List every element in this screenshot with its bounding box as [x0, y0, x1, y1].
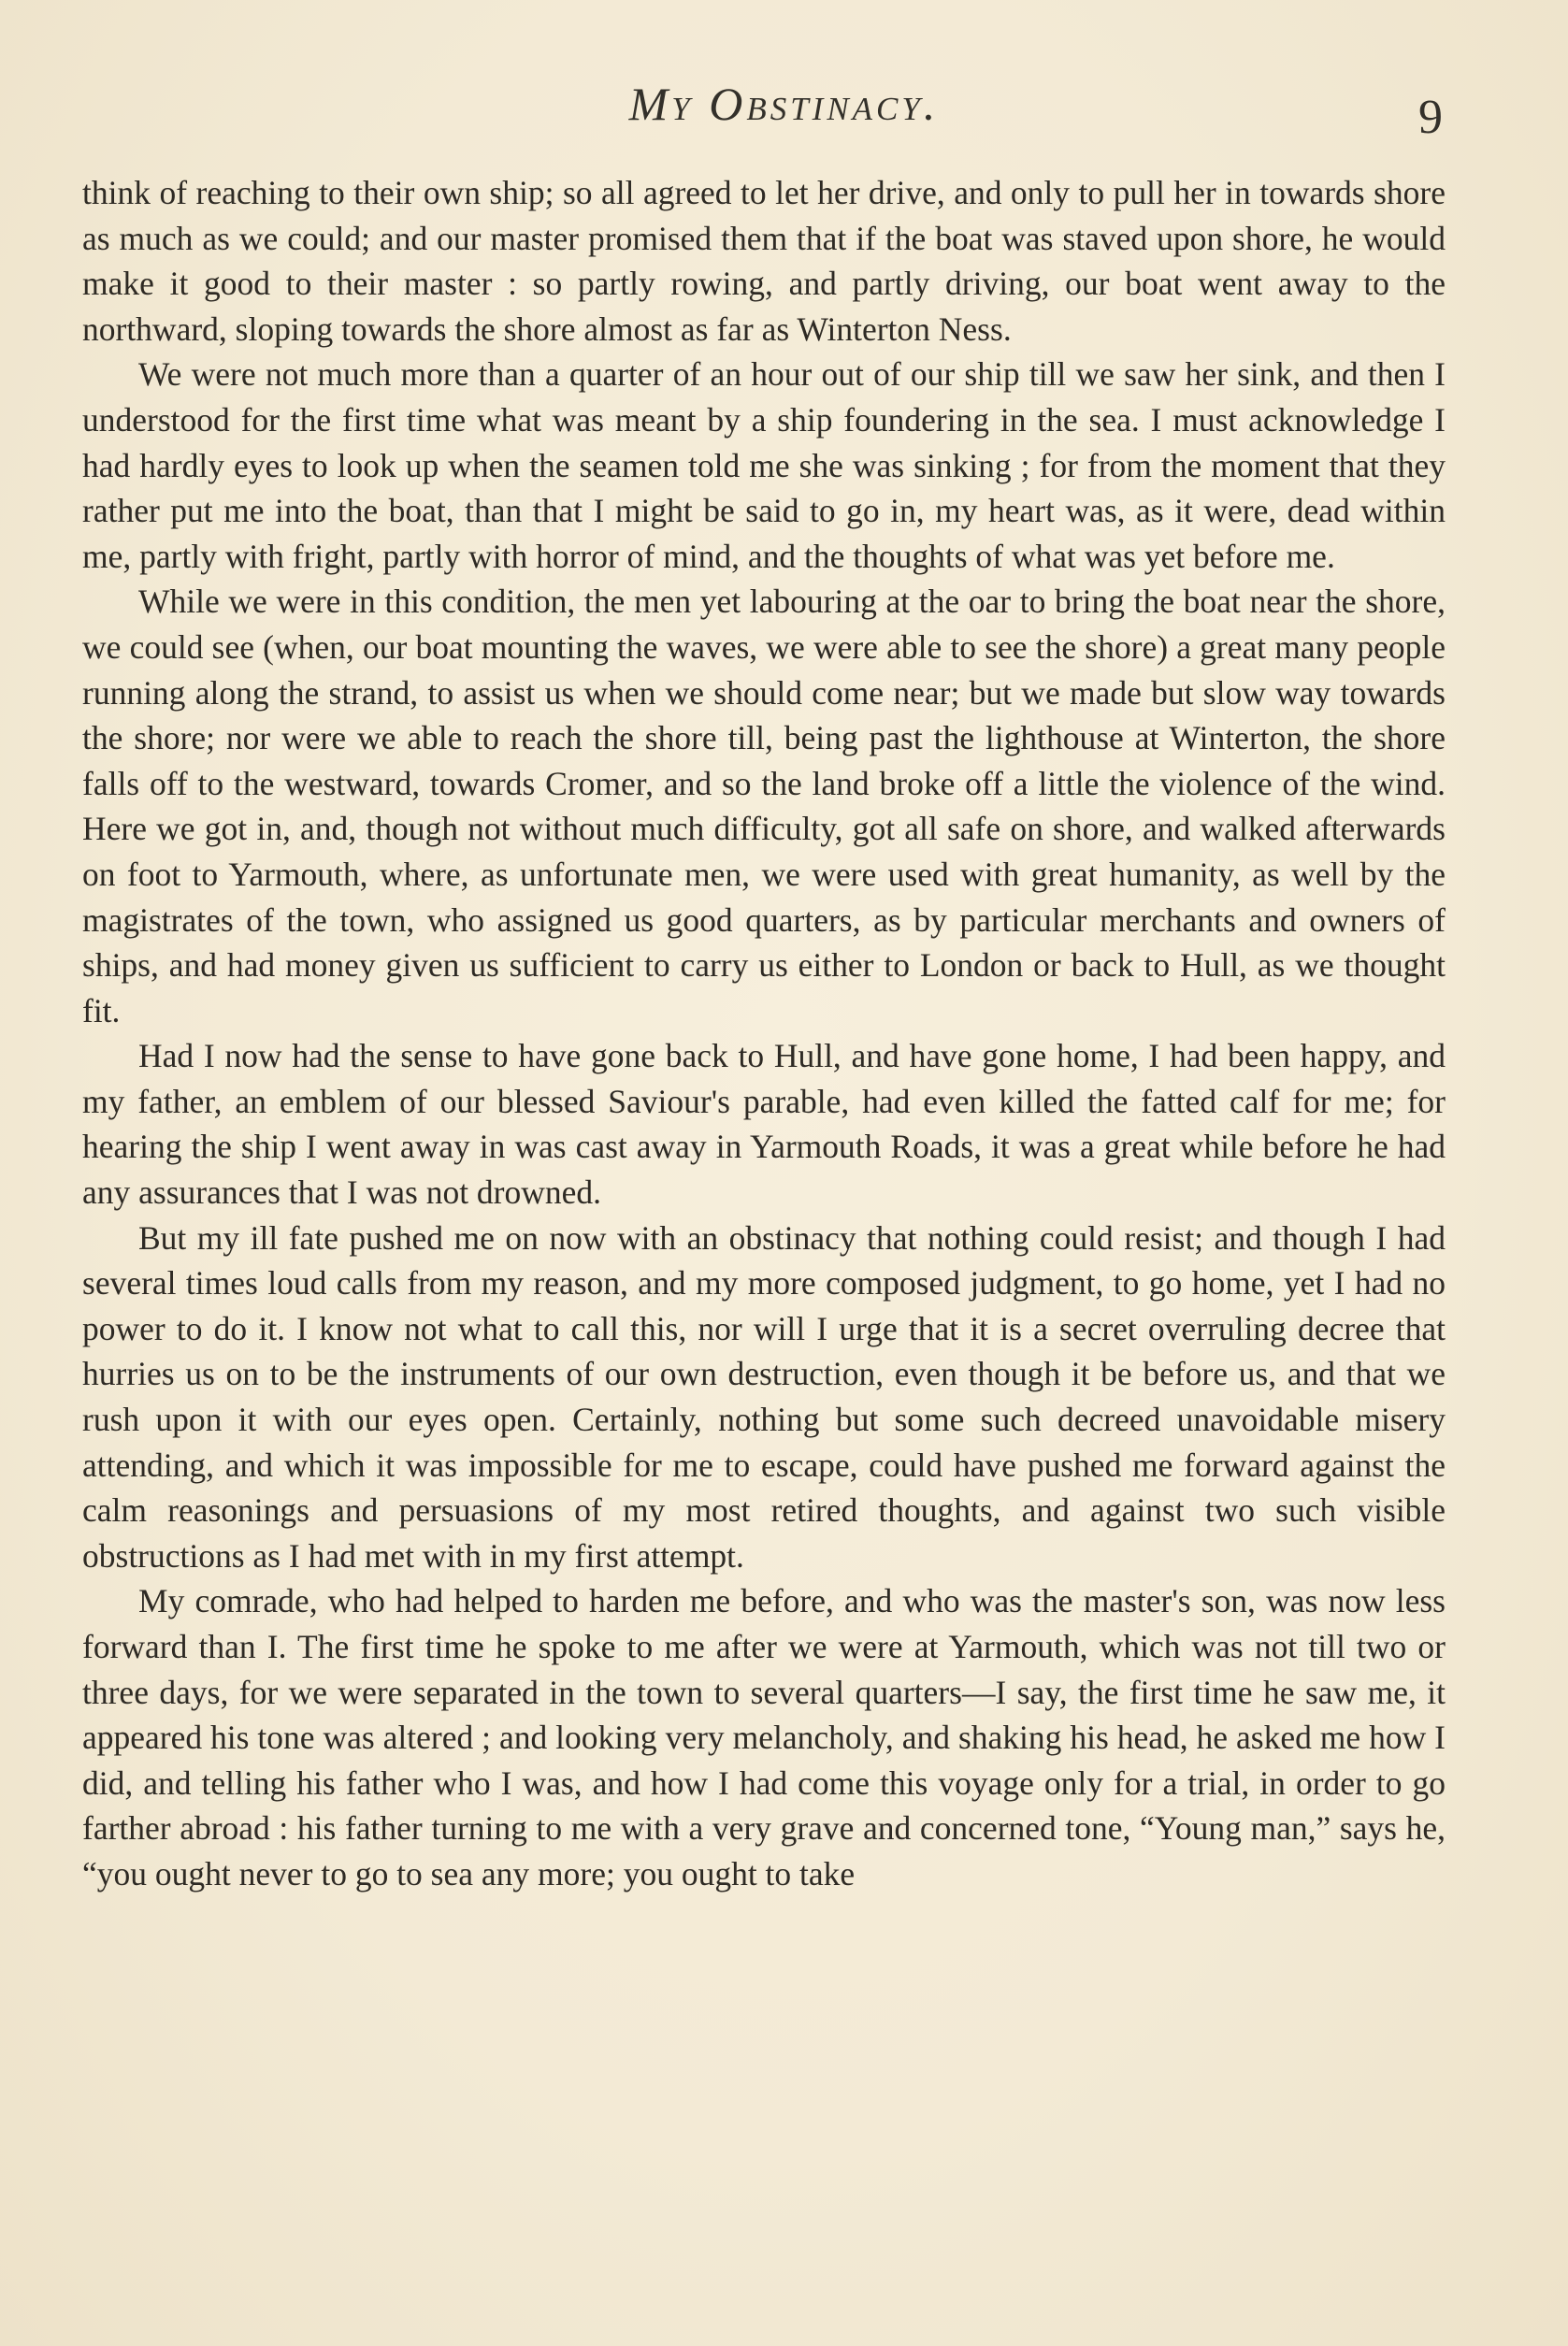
paragraph-6: My comrade, who had helped to harden me before, and who was the master's son, was now less forward than I. The first time he spoke to me after we were at Yarmouth, which was not till two or three days, for we were separated in the town to several quarters—I say, the first time he saw me, it appeared his tone was altered ; and looking very melancholy, and shaking his head, he asked me how I did, and telling his father who I was, and how I had come this voyage only for a trial, in order to go farther abroad : his father turning to me with a very grave and concerned tone, “Young man,” says he, “you ought never to go to sea any more; you ought to take — [82, 1582, 1446, 1893]
paragraph-2: We were not much more than a quarter of an hour out of our ship till we saw her sink, and then I understood for the first time what was meant by a ship foundering in the sea. I must acknowledge I had hardly eyes to look up when the seamen told me she was sinking ; for from the moment that they rather put me into the boat, than that I might be said to go in, my heart was, as it were, dead within me, partly with fright, partly with horror of mind, and the thoughts of what was yet before me. — [82, 355, 1446, 575]
running-header — [0, 73, 1568, 148]
paragraph-5: But my ill fate pushed me on now with an obstinacy that nothing could resist; and though I had several times loud calls from my reason, and my more composed judgment, to go home, yet I had no power to do it. I know not what to call this, nor will I urge that it is a secret overruling decree that hurries us on to be the instruments of our own destruction, even though it be before us, and that we rush upon it with our eyes open. Certainly, nothing but some such decreed unavoidable misery attending, and which it was impossible for me to escape, could have pushed me forward against the calm reasonings and persuasions of my most retired thoughts, and against two such visible obstructions as I had met with in my first attempt. — [82, 1218, 1446, 1575]
paragraph-1: think of reaching to their own ship; so all agreed to let her drive, and only to pull her in towards shore as much as we could; and our master promised them that if the boat was staved upon shore, he would make it good to their master : so partly rowing, and partly driving, our boat went away to the northward, sloping towards the shore almost as far as Winterton Ness. — [82, 174, 1446, 348]
body-text — [82, 170, 1446, 1897]
paragraph-3: While we were in this condition, the men yet labouring at the oar to bring the boat near the shore, we could see (when, our boat mounting the waves, we were able to see the shore) a great many people running along the strand, to assist us when we should come near; but we made but slow way towards the shore; nor were we able to reach the shore till, being past the lighthouse at Winterton, the shore falls off to the westward, towards Cromer, and so the land broke off a little the violence of the wind. Here we got in, and, though not without much difficulty, got all safe on shore, and walked afterwards on foot to Yarmouth, where, as unfortunate men, we were used with great humanity, as well by the magistrates of the town, who assigned us good quarters, as by particular merchants and owners of ships, and had money given us sufficient to carry us either to London or back to Hull, as we thought fit. — [82, 583, 1446, 1029]
paragraph-4: Had I now had the sense to have gone back to Hull, and have gone home, I had been happy, and my father, an emblem of our blessed Saviour's parable, had even killed the fatted calf for me; for hearing the ship I went away in was cast away in Yarmouth Roads, it was a great while before he had any assurances that I was not drowned. — [82, 1037, 1446, 1212]
running-title: My Obstinacy. — [628, 78, 940, 130]
page-number: 9 — [1418, 91, 1443, 144]
